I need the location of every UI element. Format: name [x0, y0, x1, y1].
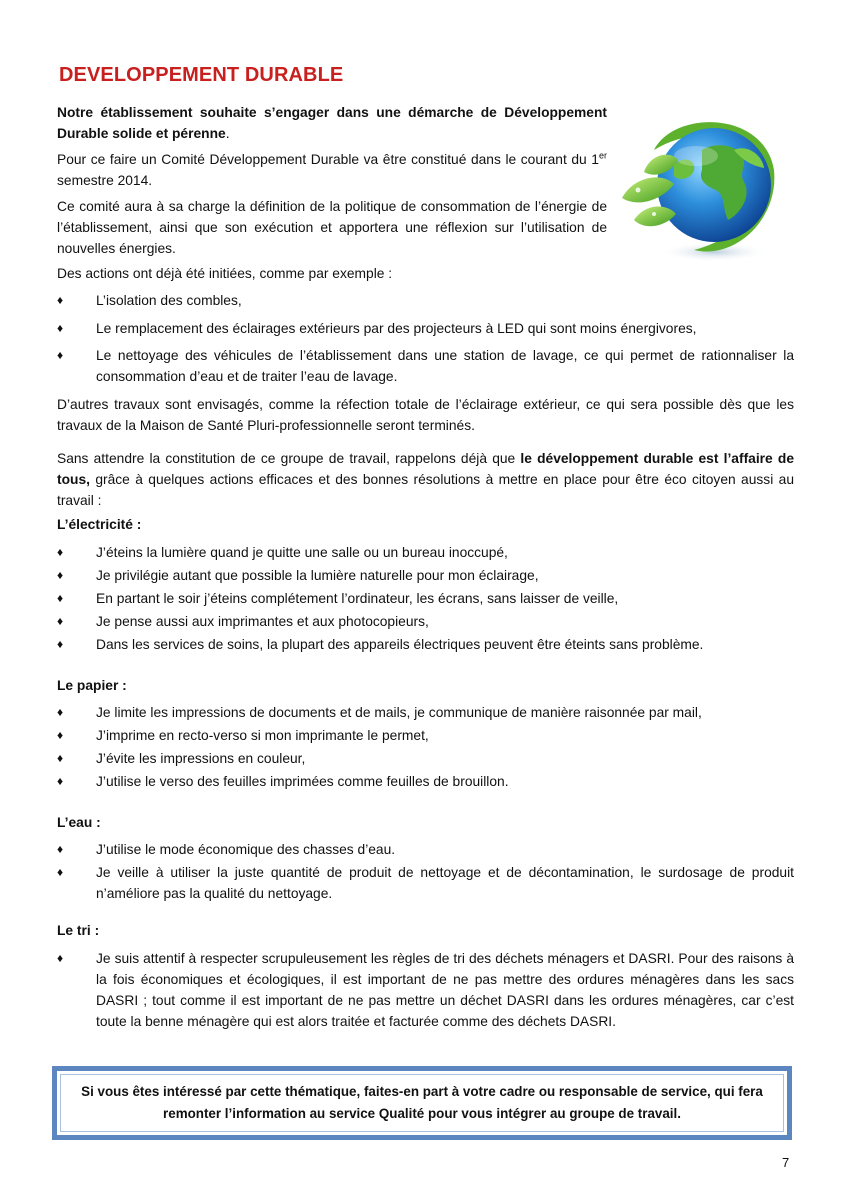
intro-p2-b: semestre 2014.	[57, 173, 153, 188]
bullet-diamond-icon: ♦	[57, 637, 64, 651]
heading-electricite: L’électricité :	[57, 517, 142, 532]
list-item-papier	[57, 702, 794, 723]
bullet-diamond-icon: ♦	[57, 321, 64, 335]
p6-b: grâce à quelques actions efficaces et des bonnes résolutions à mettre en place pour être éco citoyen aussi au travail :	[57, 472, 794, 508]
list-item-text: Je limite les impressions de documents et de mails, je communique de manière raisonnée par mail,	[96, 705, 702, 720]
list-item-action	[57, 318, 794, 339]
intro-lead	[57, 102, 607, 144]
list-item-electricite	[57, 565, 794, 586]
list-item-papier	[57, 748, 794, 769]
intro-lead-bold: Notre établissement souhaite s’engager dans une démarche de Développement Durable solide et pérenne	[57, 105, 607, 141]
list-item-electricite	[57, 611, 794, 632]
bullet-diamond-icon: ♦	[57, 545, 64, 559]
bullet-diamond-icon: ♦	[57, 568, 64, 582]
list-item-text: L’isolation des combles,	[96, 293, 242, 308]
intro-p2-sup: er	[598, 150, 607, 161]
intro-p2-a: Pour ce faire un Comité Développement Durable va être constitué dans le courant du 1	[57, 152, 599, 167]
list-item-text: Je privilégie autant que possible la lumière naturelle pour mon éclairage,	[96, 568, 539, 583]
p6-bold: le développement durable est l’affaire de tous,	[57, 451, 794, 487]
list-item-text: Je suis attentif à respecter scrupuleusement les règles de tri des déchets ménagers et DASRI. Pour des raisons à la fois économiques et écologiques, il est important de ne pas mettre des ordures ménagères dans les sacs DASRI ; tout comme il est important de ne pas mettre un déchet DASRI dans les ordures ménagères, car c’est toute la benne ménagère qui est alors traitée et facturée comme des déchets DASRI.	[96, 951, 794, 1029]
p6-a: Sans attendre la constitution de ce groupe de travail, rappelons déjà que	[57, 451, 521, 466]
intro-lead-end: .	[225, 126, 230, 141]
list-item-electricite	[57, 588, 794, 609]
list-item-text: Le remplacement des éclairages extérieurs par des projecteurs à LED qui sont moins énergivores,	[96, 321, 697, 336]
bullet-diamond-icon: ♦	[57, 774, 64, 788]
intro-paragraph-mission: Ce comité aura à sa charge la définition de la politique de consommation de l’énergie de l’établissement, ainsi que son exécution et apportera une réflexion sur l’utilisation de nouvelles énergies.	[57, 199, 607, 256]
intro-paragraph-committee	[57, 149, 607, 191]
list-item-papier	[57, 725, 794, 746]
list-item-text: J’évite les impressions en couleur,	[96, 751, 306, 766]
list-item-text: J’utilise le verso des feuilles imprimées comme feuilles de brouillon.	[96, 774, 509, 789]
paragraph-future-works: D’autres travaux sont envisagés, comme la réfection totale de l’éclairage extérieur, ce qui sera possible dès que les travaux de la Maison de Santé Pluri-professionnelle seront terminés.	[57, 397, 794, 433]
bullet-diamond-icon: ♦	[57, 293, 64, 307]
list-item-text: Dans les services de soins, la plupart des appareils électriques peuvent être éteints sans problème.	[96, 637, 704, 652]
list-item-text: J’éteins la lumière quand je quitte une salle ou un bureau inoccupé,	[96, 545, 508, 560]
bullet-diamond-icon: ♦	[57, 591, 64, 605]
page-number: 7	[782, 1155, 790, 1170]
list-item-text: J’utilise le mode économique des chasses d’eau.	[96, 842, 396, 857]
list-item-eau	[57, 839, 794, 860]
bullet-diamond-icon: ♦	[57, 865, 64, 879]
paragraph-everyone	[57, 448, 794, 511]
list-item-text: En partant le soir j’éteins complétement l’ordinateur, les écrans, sans laisser de veille,	[96, 591, 619, 606]
list-item-action	[57, 290, 794, 311]
heading-papier: Le papier :	[57, 678, 127, 693]
list-item-text: Je veille à utiliser la juste quantité de produit de nettoyage et de décontamination, le surdosage de produit n’améliore pas la qualité du nettoyage.	[96, 865, 794, 901]
bullet-diamond-icon: ♦	[57, 751, 64, 765]
callout-text: Si vous êtes intéressé par cette thématique, faites-en part à votre cadre ou responsable de service, qui fera remonter l’information au service Qualité pour vous intégrer au groupe de travail.	[81, 1084, 763, 1121]
globe-with-leaves-icon	[614, 110, 784, 270]
bullet-diamond-icon: ♦	[57, 614, 64, 628]
callout-box	[52, 1066, 792, 1140]
heading-eau: L’eau :	[57, 815, 101, 830]
list-item-eau	[57, 862, 794, 904]
list-item-action	[57, 345, 794, 387]
list-item-text: J’imprime en recto-verso si mon imprimante le permet,	[96, 728, 429, 743]
bullet-diamond-icon: ♦	[57, 705, 64, 719]
list-item-electricite	[57, 634, 794, 655]
list-item-electricite	[57, 542, 794, 563]
list-item-tri	[57, 948, 794, 1032]
callout-inner-frame	[60, 1074, 784, 1132]
intro-paragraph-actions: Des actions ont déjà été initiées, comme par exemple :	[57, 266, 393, 281]
list-item-text: Je pense aussi aux imprimantes et aux photocopieurs,	[96, 614, 429, 629]
bullet-diamond-icon: ♦	[57, 348, 64, 362]
heading-tri: Le tri :	[57, 923, 100, 938]
bullet-diamond-icon: ♦	[57, 842, 64, 856]
list-item-papier	[57, 771, 794, 792]
bullet-diamond-icon: ♦	[57, 951, 64, 965]
list-item-text: Le nettoyage des véhicules de l’établissement dans une station de lavage, ce qui permet de rationnaliser la consommation d’eau et de traiter l’eau de lavage.	[96, 348, 794, 384]
bullet-diamond-icon: ♦	[57, 728, 64, 742]
page-title: DEVELOPPEMENT DURABLE	[59, 64, 344, 86]
